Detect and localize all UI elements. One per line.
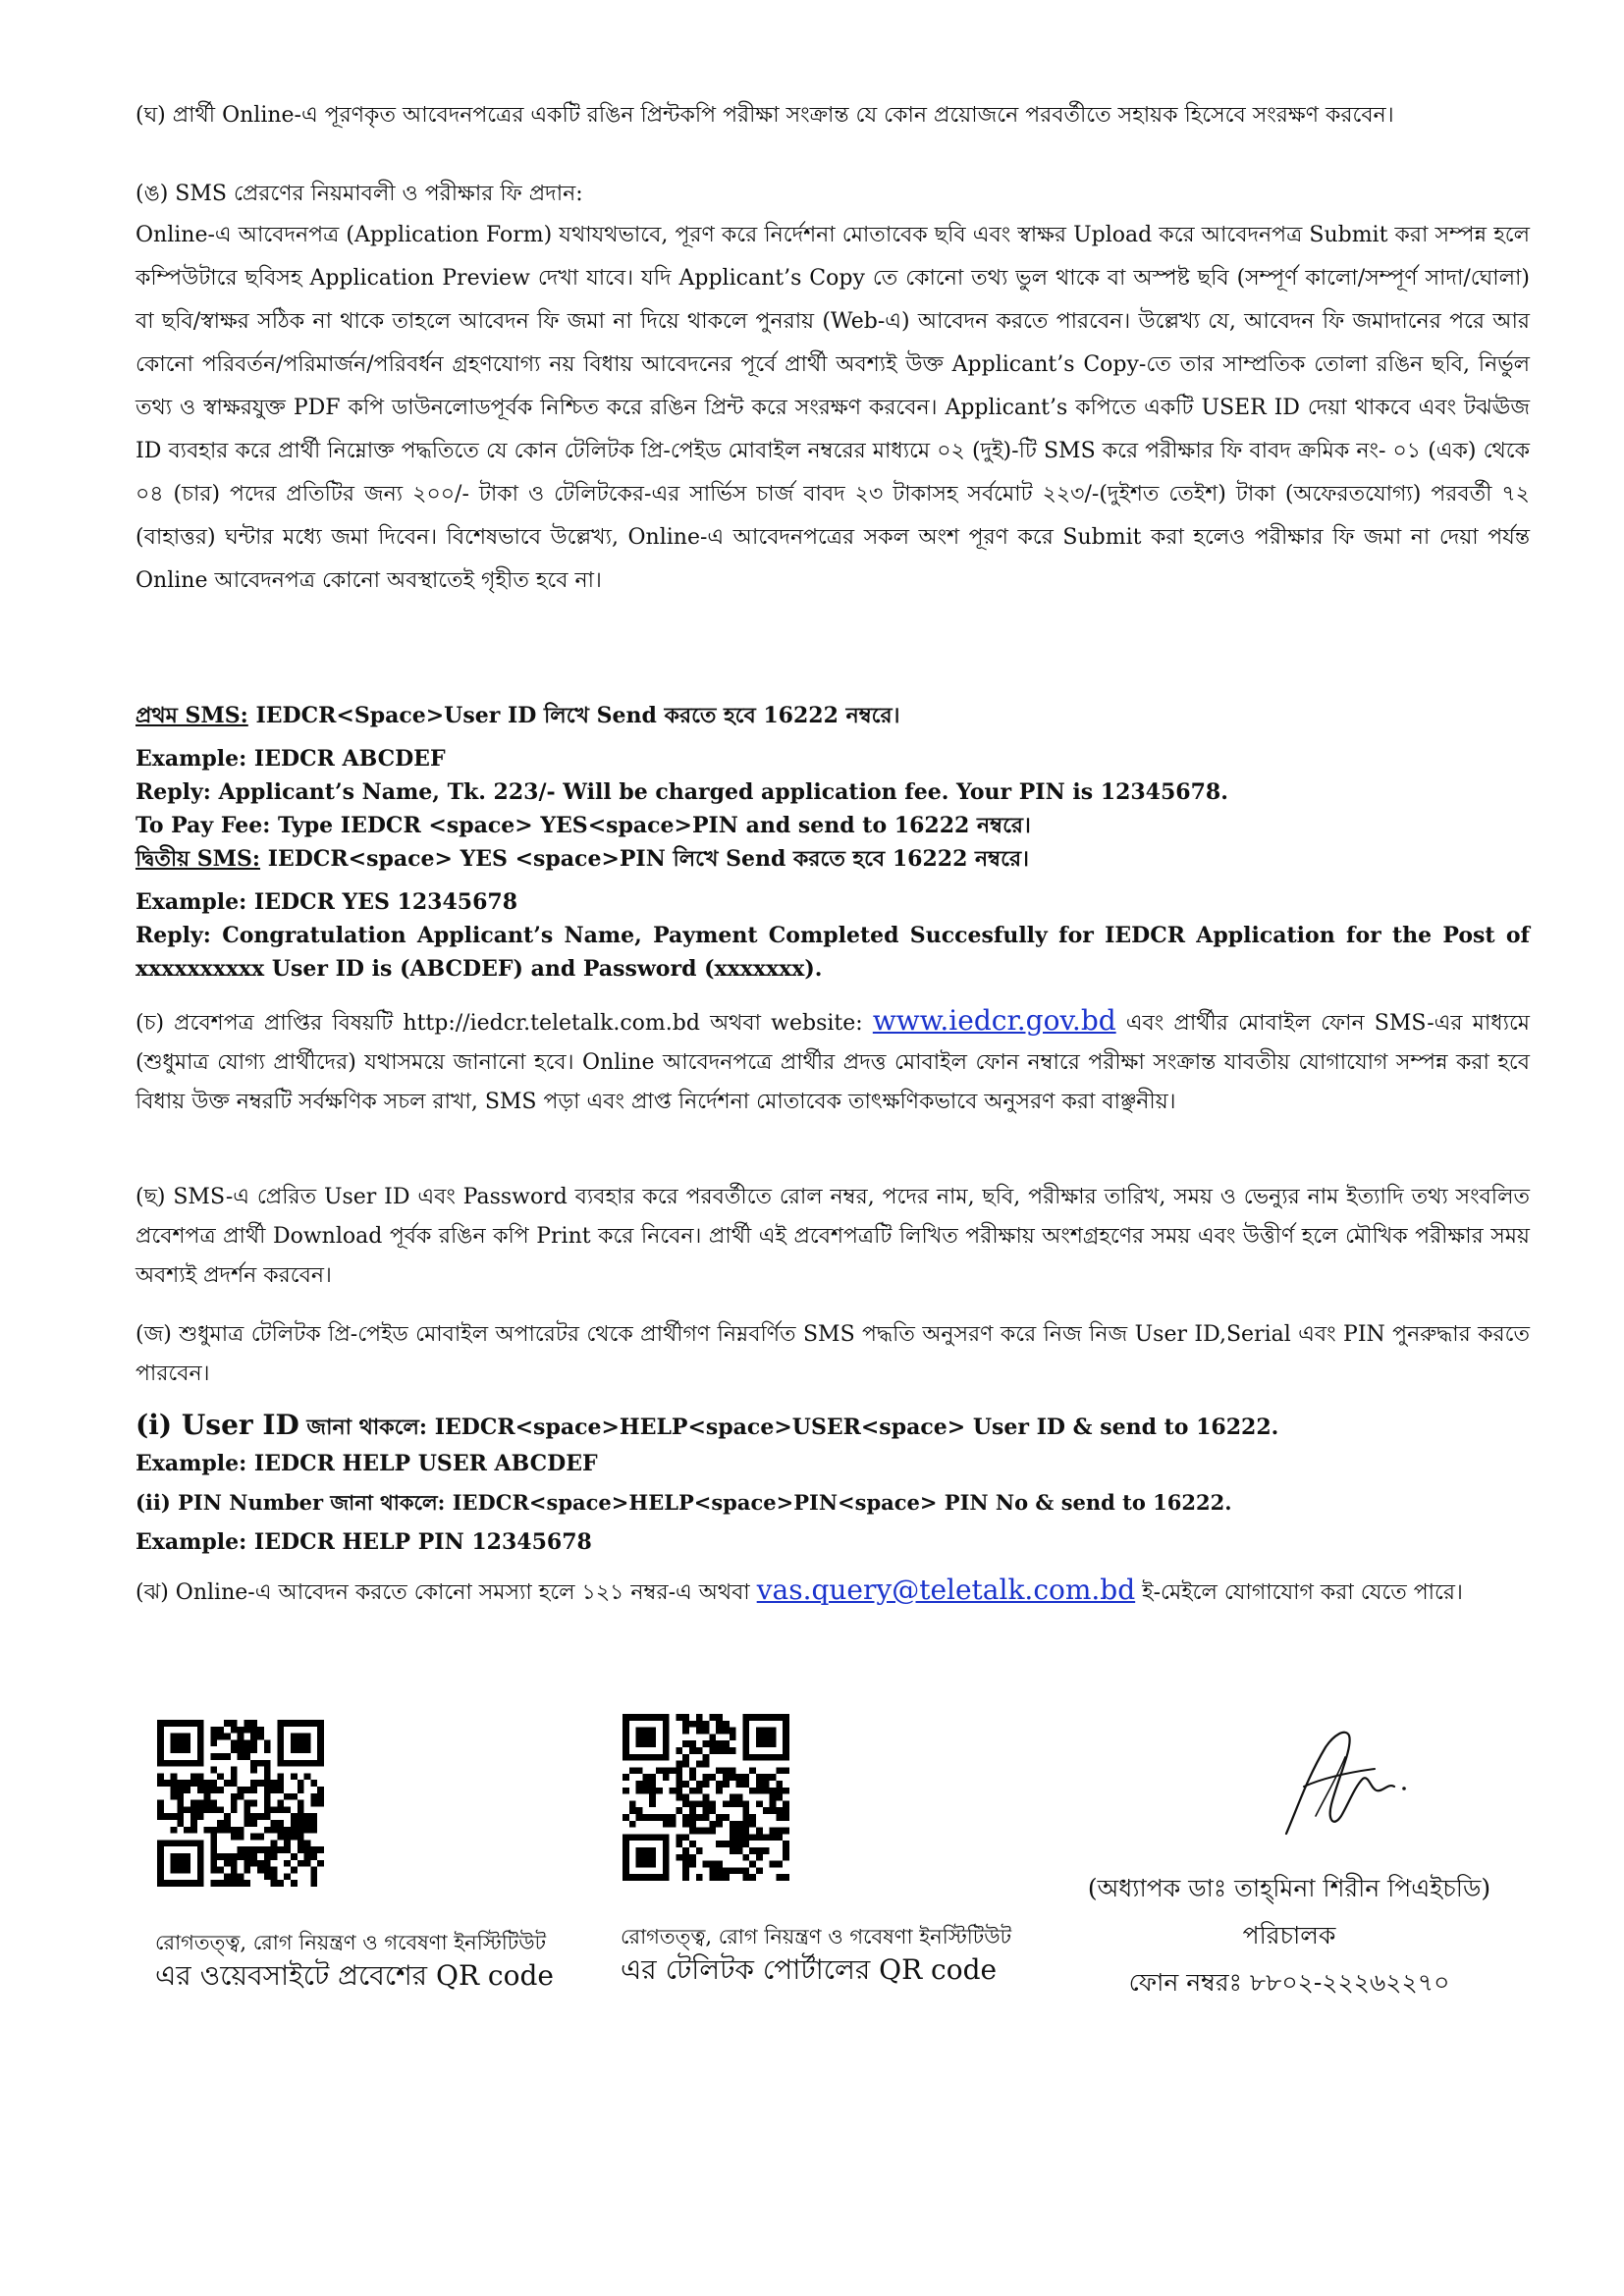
qr-left-caption-line1: রোগতত্ত্ব, রোগ নিয়ন্ত্রণ ও গবেষণা ইনস্টিটিউট xyxy=(155,1931,547,1954)
signature xyxy=(1247,1718,1434,1855)
qr-left-caption xyxy=(155,1926,554,1993)
paragraph-umo-heading: (ঙ) SMS প্রেরণের নিয়মাবলী ও পরীক্ষার ফি প্রদান: xyxy=(135,182,583,206)
help2-example: Example: IEDCR HELP PIN 12345678 xyxy=(135,1529,592,1555)
paragraph-umo-body: Online-এ আবেদনপত্র (Application Form) যথাযথভাবে, পূরণ করে নির্দেশনা মোতাবেক ছবি এবং স্বাক্ষর Upload করে আবেদনপত্র Submit করা সম্পন্ন হলে কম্পিউটারে ছবিসহ Application Preview দেখা যাবে। যদি Applicant’s Copy তে কোনো তথ্য ভুল থাকে বা অস্পষ্ট ছবি (সম্পূর্ণ কালো/সম্পূর্ণ সাদা/ঘোলা) বা ছবি/স্বাক্ষর সঠিক না থাকে তাহলে আবেদন ফি জমা না দিয়ে থাকলে পুনরায় (Web-এ) আবেদন করতে পারবেন। উল্লেখ্য যে, আবেদন ফি জমাদানের পরে আর কোনো পরিবর্তন/পরিমার্জন/পরিবর্ধন গ্রহণযোগ্য নয় বিধায় আবেদনের পূর্বে প্রার্থী অবশ্যই উক্ত Applicant’s Copy-তে তার সাম্প্রতিক তোলা রঙিন ছবি, নির্ভুল তথ্য ও স্বাক্ষরযুক্ত PDF কপি ডাউনলোডপূর্বক নিশ্চিত করে রঙিন প্রিন্ট করে সংরক্ষণ করবেন। Applicant’s কপিতে একটি USER ID দেয়া থাকবে এবং টঝঊজ ID ব্যবহার করে প্রার্থী নিম্নোক্ত পদ্ধতিতে যে কোন টেলিটক প্রি-পেইড মোবাইল নম্বরের মাধ্যমে ০২ (দুই)-টি SMS করে পরীক্ষার ফি বাবদ ক্রমিক নং- ০১ (এক) থেকে ০৪ (চার) পদের প্রতিটির জন্য ২০০/- টাকা ও টেলিটকের-এর সার্ভিস চার্জ বাবদ ২৩ টাকাসহ সর্বমোট ২২৩/-(দুইশত তেইশ) টাকা (অফেরতযোগ্য) পরবর্তী ৭২ (বাহাত্তর) ঘন্টার মধ্যে জমা দিবেন। বিশেষভাবে উল্লেখ্য, Online-এ আবেদনপত্রের সকল অংশ পূরণ করে Submit করা হলেও পরীক্ষার ফি জমা না দেয়া পর্যন্ত Online আবেদনপত্র কোনো অবস্থাতেই গৃহীত হবে না। xyxy=(135,223,1530,593)
sms1-to-pay: To Pay Fee: Type IEDCR <space> YES<space>PIN and send to 16222 নম্বরে। xyxy=(135,813,1031,838)
qr-middle-caption xyxy=(621,1920,1011,1987)
sms1-reply: Reply: Applicant’s Name, Tk. 223/- Will be charged application fee. Your PIN is 12345678. xyxy=(135,779,1228,805)
qr-left-caption-line2: এর ওয়েবসাইটে প্রবেশের QR code xyxy=(155,1959,554,1992)
help1-example: Example: IEDCR HELP USER ABCDEF xyxy=(135,1451,598,1476)
help-instructions xyxy=(135,1406,1530,1559)
iedcr-website-link[interactable]: www.iedcr.gov.bd xyxy=(872,1004,1116,1037)
help1-lead: (i) User ID xyxy=(135,1409,299,1441)
qr-middle-caption-line1: রোগতত্ত্ব, রোগ নিয়ন্ত্রণ ও গবেষণা ইনস্টিটিউট xyxy=(621,1925,1012,1949)
section-ja xyxy=(135,1315,1530,1394)
help1-line xyxy=(135,1406,1530,1447)
jha-pre: (ঝ) Online-এ আবেদন করতে কোনো সমস্যা হলে ১২১ নম্বর-এ অথবা xyxy=(135,1580,757,1605)
sms2-text: IEDCR<space> YES <space>PIN লিখে Send করতে হবে 16222 নম্বরে। xyxy=(260,846,1029,872)
sms1-label: প্রথম SMS: xyxy=(135,703,248,728)
signatory-title: পরিচালক xyxy=(1242,1921,1336,1949)
section-jha xyxy=(135,1571,1530,1613)
paragraph-cha xyxy=(135,1001,1530,1122)
section-umo xyxy=(135,175,1530,603)
sms1-line xyxy=(135,699,1530,732)
help2-line: (ii) PIN Number জানা থাকলে: IEDCR<space>HELP<space>PIN<space> PIN No & send to 16222. xyxy=(135,1490,1232,1515)
sms-instructions xyxy=(135,699,1530,986)
qr-code-left xyxy=(157,1720,324,1887)
teletalk-email-link[interactable]: vas.query@teletalk.com.bd xyxy=(756,1574,1136,1606)
signatory-phone: ফোন নম্বরঃ ৮৮০২-২২২৬২২৭০ xyxy=(1128,1968,1450,1997)
paragraph-ja: (জ) শুধুমাত্র টেলিটক প্রি-পেইড মোবাইল অপারেটর থেকে প্রার্থীগণ নিম্নবর্ণিত SMS পদ্ধতি অনুসরণ করে নিজ নিজ User ID,Serial এবং PIN পুনরুদ্ধার করতে পারবেন। xyxy=(135,1322,1530,1386)
signatory-block xyxy=(1058,1865,1520,2006)
paragraph-gha: (ঘ) প্রার্থী Online-এ পূরণকৃত আবেদনপত্রের একটি রঙিন প্রিন্টকপি পরীক্ষা সংক্রান্ত যে কোন প্রয়োজনে পরবর্তীতে সহায়ক হিসেবে সংরক্ষণ করবেন। xyxy=(135,103,1394,128)
sms1-text: IEDCR<Space>User ID লিখে Send করতে হবে 16222 নম্বরে। xyxy=(247,703,900,728)
signatory-name: (অধ্যাপক ডাঃ তাহ্‌মিনা শিরীন পিএইচডি) xyxy=(1087,1874,1491,1902)
cha-pre: (চ) প্রবেশপত্র প্রাপ্তির বিষয়টি http://iedcr.teletalk.com.bd অথবা website: xyxy=(135,1011,873,1036)
paragraph-chha: (ছ) SMS-এ প্রেরিত User ID এবং Password ব্যবহার করে পরবর্তীতে রোল নম্বর, পদের নাম, ছবি, পরীক্ষার তারিখ, সময় ও ভেন্যুর নাম ইত্যাদি তথ্য সংবলিত প্রবেশপত্র প্রার্থী Download পূর্বক রঙিন কপি Print করে নিবেন। প্রার্থী এই প্রবেশপত্রটি লিখিত পরীক্ষায় অংশগ্রহণের সময় এবং উত্তীর্ণ হলে মৌখিক পরীক্ষার সময় অবশ্যই প্রদর্শন করবেন। xyxy=(135,1185,1530,1288)
paragraph-jha xyxy=(135,1571,1530,1613)
jha-post: ই-মেইলে যোগাযোগ করা যেতে পারে। xyxy=(1135,1580,1463,1605)
help1-text: জানা থাকলে: IEDCR<space>HELP<space>USER<space> User ID & send to 16222. xyxy=(298,1415,1279,1440)
sms1-example: Example: IEDCR ABCDEF xyxy=(135,746,446,772)
sms2-example: Example: IEDCR YES 12345678 xyxy=(135,889,518,915)
sms2-line xyxy=(135,842,1530,876)
qr-code-middle xyxy=(623,1714,789,1881)
section-chha xyxy=(135,1178,1530,1296)
section-gha xyxy=(135,96,1530,135)
sms2-label: দ্বিতীয় SMS: xyxy=(135,846,261,872)
section-cha xyxy=(135,1001,1530,1122)
sms2-reply: Reply: Congratulation Applicant’s Name, Payment Completed Succesfully for IEDCR Application for the Post of xxxxxxxxxx User ID is (ABCDEF) and Password (xxxxxxx). xyxy=(135,923,1530,982)
cha-post: এবং প্রার্থীর মোবাইল ফোন SMS-এর মাধ্যমে (শুধুমাত্র যোগ্য প্রার্থীদের) যথাসময়ে জানানো হবে। Online আবেদনপত্রে প্রার্থীর প্রদত্ত মোবাইল ফোন নম্বারে পরীক্ষা সংক্রান্ত যাবতীয় যোগাযোগ সম্পন্ন করা হবে বিধায় উক্ত নম্বরটি সর্বক্ষণিক সচল রাখা, SMS পড়া এবং প্রাপ্ত নির্দেশনা মোতাবেক তাৎক্ষণিকভাবে অনুসরণ করা বাঞ্ছনীয়। xyxy=(135,1011,1531,1114)
qr-middle-caption-line2: এর টেলিটক পোর্টালের QR code xyxy=(621,1953,998,1986)
